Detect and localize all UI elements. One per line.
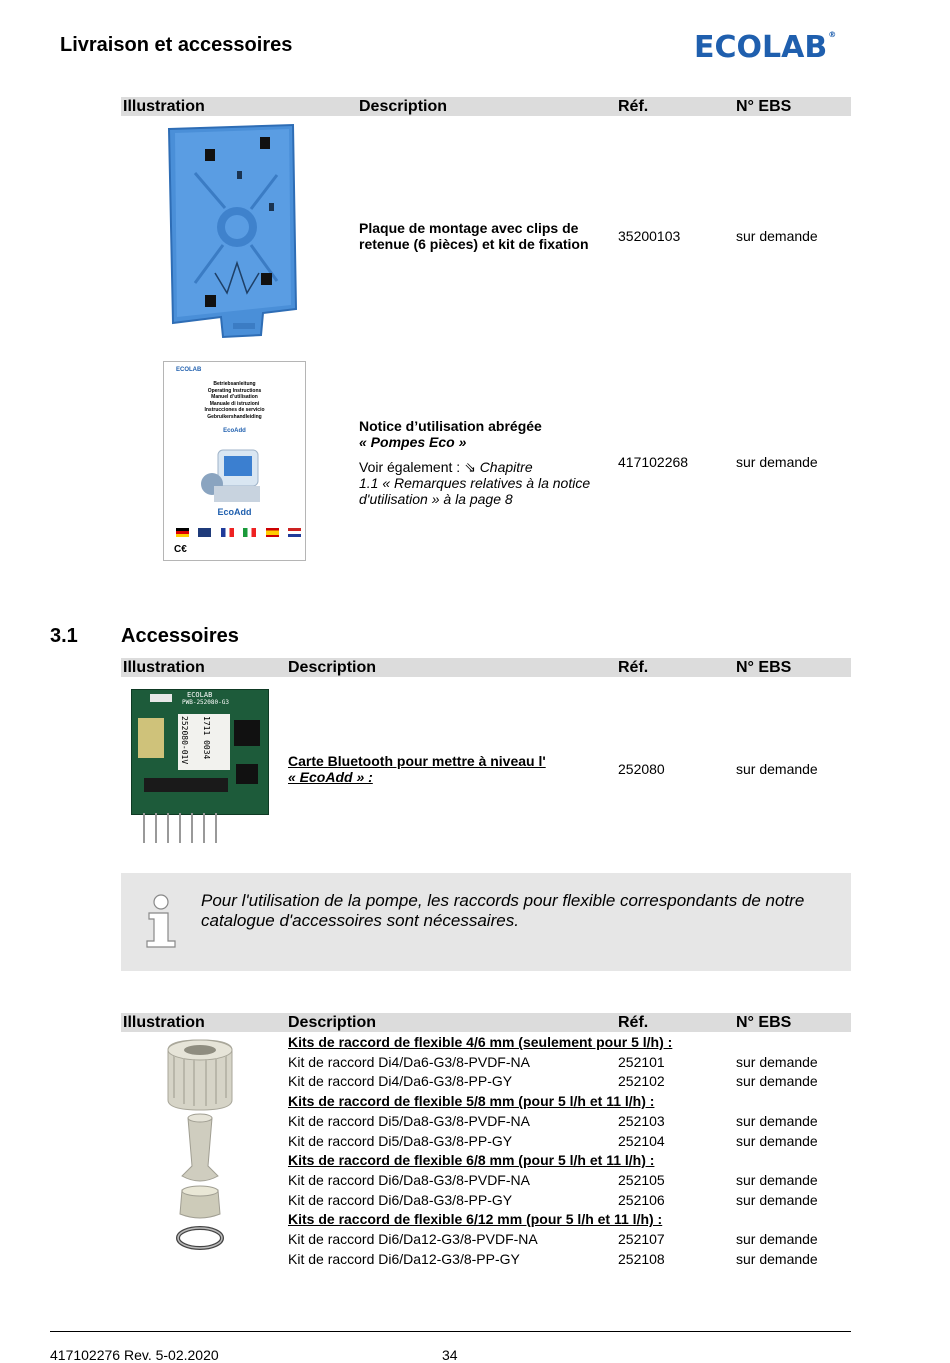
flag-fr-icon [221, 528, 234, 537]
col-ref: Réf. [618, 1014, 649, 1031]
label-sticker [178, 714, 230, 770]
booklet-title-nl: Gebruikershandleiding [207, 413, 262, 420]
booklet-title-fr: Manuel d’utilisation [211, 394, 258, 400]
fitting-item-description: Kit de raccord Di4/Da6-G3/8-PVDF-NA [288, 1053, 530, 1070]
flag-uk-icon [198, 528, 211, 537]
fitting-item-ref: 252106 [618, 1191, 665, 1208]
bluetooth-description [288, 753, 546, 785]
footer-doc-number: 417102276 Rev. 5-02.2020 [50, 1347, 219, 1363]
see-also-prefix: Voir également : [359, 459, 465, 475]
fitting-item-description: Kit de raccord Di5/Da8-G3/8-PP-GY [288, 1132, 513, 1149]
flag-nl-icon [288, 528, 301, 537]
table1-header [121, 97, 851, 116]
pin-header-icon [144, 778, 228, 792]
hose-fittings-image [160, 1038, 246, 1260]
fitting-item-ebs: sur demande [736, 1231, 818, 1247]
see-also-link-line2[interactable]: 1.1 « Remarques relatives à la notice [359, 475, 591, 491]
manual-ref: 417102268 [618, 454, 689, 470]
link-arrow-icon: ⇘ [464, 459, 476, 475]
col-ebs: N° EBS [736, 1014, 792, 1031]
fitting-group-title: Kits de raccord de flexible 6/12 mm (pour 5 l/h et 11 l/h) : [288, 1211, 663, 1228]
board-part-number: PWB-252080-G3 [182, 699, 229, 706]
fitting-item-ref: 252103 [618, 1112, 665, 1129]
chip-small-icon [236, 764, 258, 784]
plate-description [359, 220, 589, 252]
fitting-group-title: Kits de raccord de flexible 5/8 mm (pour 5 l/h et 11 l/h) : [288, 1093, 655, 1110]
bluetooth-board-image [131, 689, 269, 815]
plate-desc-line2: retenue (6 pièces) et kit de fixation [359, 236, 589, 252]
fitting-item-ebs: sur demande [736, 1053, 818, 1070]
section-number: 3.1 [50, 625, 78, 647]
see-also-link-line1[interactable]: Chapitre [479, 459, 533, 475]
booklet-title-it: Manuale di istruzioni [209, 400, 260, 407]
chip-label-2: 1711 0034 [202, 716, 211, 760]
fitting-item-description: Kit de raccord Di6/Da8-G3/8-PP-GY [288, 1191, 513, 1208]
fitting-item-ebs: sur demande [736, 1073, 818, 1090]
footer-page-number: 34 [442, 1347, 458, 1363]
fitting-item-description: Kit de raccord Di6/Da12-G3/8-PP-GY [288, 1250, 520, 1267]
fitting-item-ref: 252104 [618, 1132, 665, 1149]
fitting-item-description: Kit de raccord Di6/Da8-G3/8-PVDF-NA [288, 1171, 530, 1188]
pump-photo-icon [200, 446, 270, 506]
col-ebs: N° EBS [736, 659, 792, 676]
col-description: Description [359, 98, 448, 115]
page-header-title: Livraison et accessoires [60, 34, 293, 56]
fitting-item-ebs: sur demande [736, 1132, 818, 1149]
plate-desc-line1: Plaque de montage avec clips de [359, 220, 579, 236]
flag-de-icon [176, 528, 189, 537]
fitting-item-ref: 252101 [618, 1053, 665, 1070]
fitting-item-ebs: sur demande [736, 1171, 818, 1188]
bluetooth-desc-line1: Carte Bluetooth pour mettre à niveau l' [288, 753, 546, 769]
col-ref: Réf. [618, 98, 649, 115]
bluetooth-module-icon [138, 718, 164, 758]
chip-icon [234, 720, 260, 746]
fitting-item-ref: 252105 [618, 1171, 665, 1188]
col-description: Description [288, 1014, 377, 1031]
table3-header [121, 1013, 851, 1032]
manual-desc-line1: Notice d’utilisation abrégée [359, 418, 542, 434]
booklet-title-es: Instrucciones de servicio [204, 407, 265, 413]
fitting-item-ref: 252107 [618, 1231, 665, 1247]
see-also-link-line3[interactable]: d'utilisation » à la page 8 [359, 491, 513, 507]
connector-icon [150, 694, 172, 702]
col-illustration: Illustration [123, 1014, 205, 1031]
col-illustration: Illustration [123, 659, 205, 676]
footer-divider [50, 1331, 851, 1332]
col-description: Description [288, 659, 377, 676]
fitting-item-ref: 252108 [618, 1250, 665, 1267]
section-title: Accessoires [121, 625, 239, 647]
fitting-item-ref: 252102 [618, 1073, 665, 1090]
fitting-group-title: Kits de raccord de flexible 4/6 mm (seulement pour 5 l/h) : [288, 1034, 673, 1050]
mounting-plate-image [165, 123, 300, 348]
fitting-item-ebs: sur demande [736, 1250, 818, 1267]
fitting-group-title: Kits de raccord de flexible 6/8 mm (pour 5 l/h et 11 l/h) : [288, 1152, 655, 1169]
col-illustration: Illustration [123, 98, 205, 115]
booklet-flags [176, 524, 301, 542]
table2-header [121, 658, 851, 677]
col-ref: Réf. [618, 659, 649, 676]
booklet-titles [164, 381, 305, 420]
bluetooth-desc-line2: « EcoAdd » : [288, 769, 373, 785]
bluetooth-ebs: sur demande [736, 761, 818, 777]
pins-icon [140, 813, 230, 847]
info-note-text: Pour l'utilisation de la pompe, les raccords pour flexible correspondants de notre catalogue d'accessoires sont nécessaires. [201, 891, 805, 930]
chip-label-1: 252080-01V [180, 716, 189, 765]
fitting-item-description: Kit de raccord Di5/Da8-G3/8-PVDF-NA [288, 1112, 530, 1129]
fitting-item-ebs: sur demande [736, 1112, 818, 1129]
col-ebs: N° EBS [736, 98, 792, 115]
booklet-title-en: Operating Instructions [207, 387, 262, 394]
flag-it-icon [243, 528, 256, 537]
booklet-title-de: Betriebsanleitung [213, 381, 256, 387]
booklet-image [163, 361, 306, 561]
manual-see-also [359, 459, 614, 475]
booklet-product: EcoAdd [223, 428, 246, 434]
plate-ref: 35200103 [618, 228, 681, 244]
fitting-item-description: Kit de raccord Di4/Da6-G3/8-PP-GY [288, 1073, 513, 1090]
flag-es-icon [266, 528, 279, 537]
plate-ebs: sur demande [736, 228, 818, 244]
manual-ebs: sur demande [736, 454, 818, 470]
info-icon [142, 893, 180, 949]
booklet-brand: ECOLAB [176, 367, 202, 373]
fitting-item-description: Kit de raccord Di6/Da12-G3/8-PVDF-NA [288, 1231, 538, 1247]
ecolab-logo: ECOLAB® [694, 30, 837, 65]
booklet-product-sub: EcoAdd [217, 507, 252, 517]
board-label: ECOLAB [187, 691, 213, 699]
manual-description [359, 418, 614, 507]
ce-mark-icon: C€ [174, 544, 187, 555]
fitting-item-ebs: sur demande [736, 1191, 818, 1208]
manual-desc-line2: « Pompes Eco » [359, 434, 467, 450]
bluetooth-ref: 252080 [618, 761, 665, 777]
